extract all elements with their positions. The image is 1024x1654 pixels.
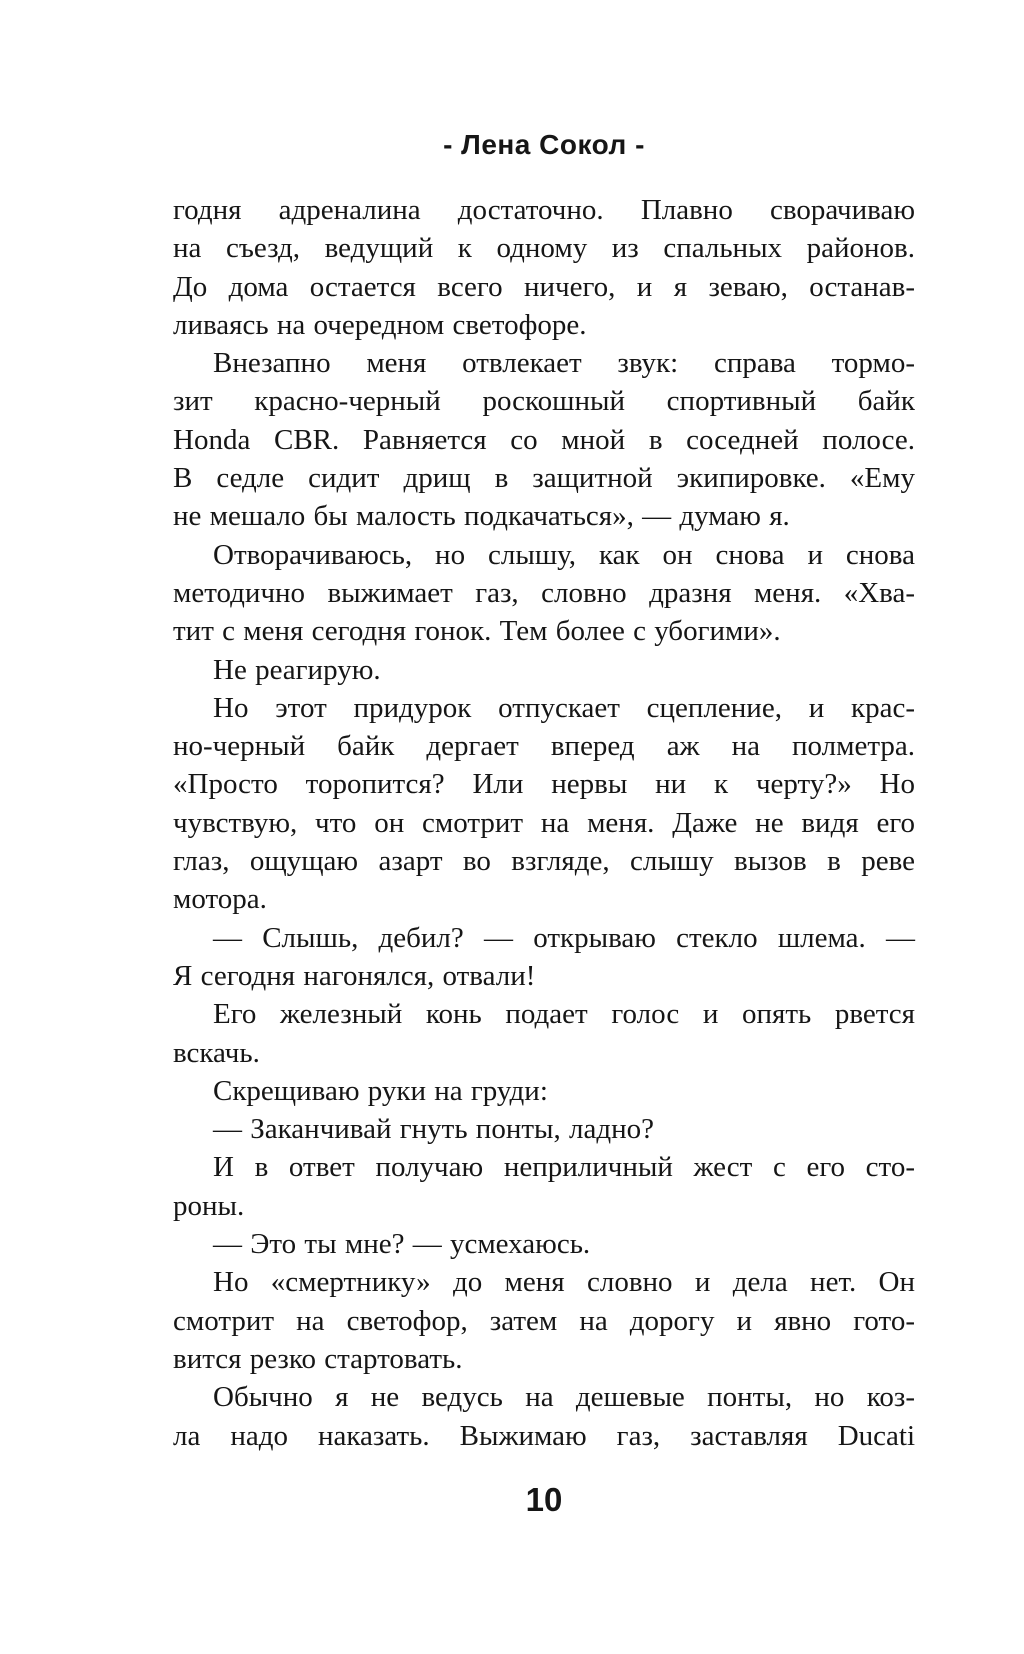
text-line: смотрит на светофор, затем на дорогу и явно гото-: [173, 1304, 915, 1337]
text-line: роны.: [173, 1189, 245, 1222]
text-line: Отворачиваюсь, но слышу, как он снова и снова: [213, 538, 915, 571]
text-line: В седле сидит дрищ в защитной экипировке. «Ему: [173, 462, 915, 495]
text-line: И в ответ получаю неприличный жест с его сто-: [213, 1151, 915, 1184]
text-line: Я сегодня нагонялся, отвали!: [173, 959, 536, 992]
text-line: — Заканчивай гнуть понты, ладно?: [213, 1113, 654, 1146]
text-line: До дома остается всего ничего, и я зеваю, останав-: [173, 270, 915, 303]
text-line: вскачь.: [173, 1036, 260, 1069]
text-line: — Это ты мне? — усмехаюсь.: [213, 1228, 591, 1261]
text-line: на съезд, ведущий к одному из спальных районов.: [173, 232, 915, 265]
text-line: вится резко стартовать.: [173, 1342, 463, 1375]
text-line: Скрещиваю руки на груди:: [213, 1074, 548, 1107]
text-line: методично выжимает газ, словно дразня меня. «Хва-: [173, 576, 915, 609]
text-line: Внезапно меня отвлекает звук: справа тормо-: [213, 347, 915, 380]
text-line: ла надо наказать. Выжимаю газ, заставляя Ducati: [173, 1419, 915, 1452]
text-line: Но этот придурок отпускает сцепление, и крас-: [213, 691, 915, 724]
text-line: зит красно-черный роскошный спортивный байк: [173, 385, 915, 418]
text-line: «Просто торопится? Или нервы ни к черту?» Но: [173, 768, 915, 801]
text-line: — Слышь, дебил? — открываю стекло шлема. —: [213, 921, 915, 954]
text-line: тит с меня сегодня гонок. Тем более с убогими».: [173, 615, 781, 648]
text-line: Его железный конь подает голос и опять рвется: [213, 998, 915, 1031]
text-line: ливаясь на очередном светофоре.: [173, 308, 587, 341]
text-line: но-черный байк дергает вперед аж на полметра.: [173, 730, 915, 763]
text-line: Не реагирую.: [213, 653, 381, 686]
text-line: мотора.: [173, 883, 267, 916]
text-line: Honda CBR. Равняется со мной в соседней полосе.: [173, 423, 915, 456]
text-line: глаз, ощущаю азарт во взгляде, слышу вызов в реве: [173, 845, 915, 878]
page-number: 10: [525, 1481, 563, 1518]
text-line: Обычно я не ведусь на дешевые понты, но коз-: [213, 1381, 915, 1414]
text-block: [173, 191, 915, 1455]
running-header: - Лена Сокол -: [443, 129, 645, 160]
text-line: чувствую, что он смотрит на меня. Даже не видя его: [173, 806, 915, 839]
text-line: годня адреналина достаточно. Плавно сворачиваю: [173, 194, 915, 226]
text-line: не мешало бы малость подкачаться», — думаю я.: [173, 500, 790, 533]
text-line: Но «смертнику» до меня словно и дела нет. Он: [213, 1266, 915, 1299]
